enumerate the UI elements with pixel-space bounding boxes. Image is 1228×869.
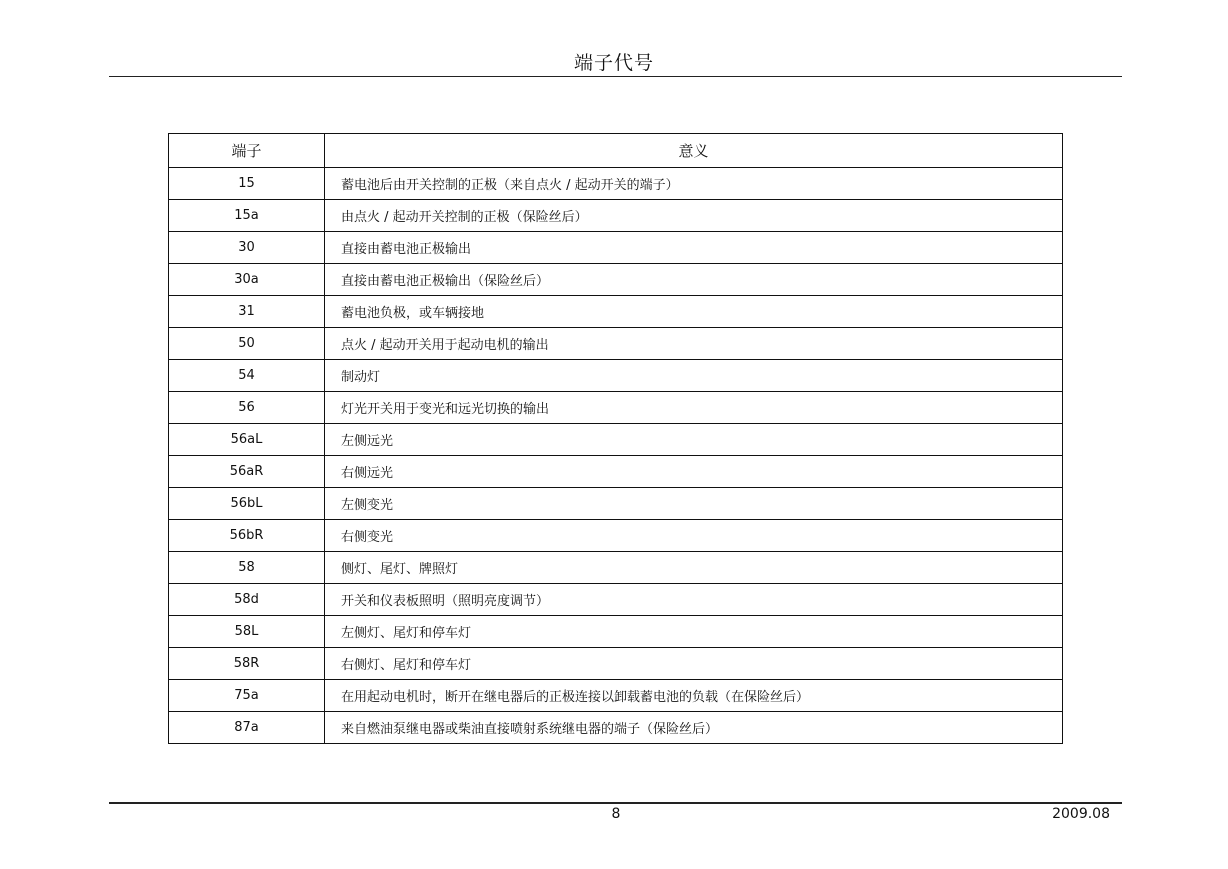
table-row [169,232,1063,264]
terminal-code: 30a [169,264,325,296]
terminal-meaning: 左侧远光 [325,424,1063,456]
terminal-table [168,133,1063,744]
page-title: 端子代号 [573,52,654,74]
terminal-code: 58 [169,552,325,584]
table-row [169,648,1063,680]
terminal-meaning: 点火 / 起动开关用于起动电机的输出 [325,328,1063,360]
table-row [169,456,1063,488]
edition-date: 2009.08 [1052,806,1110,822]
header-divider [109,76,1122,77]
terminal-code: 56aL [169,424,325,456]
terminal-code: 56 [169,392,325,424]
terminal-meaning: 在用起动电机时，断开在继电器后的正极连接以卸载蓄电池的负载（在保险丝后） [325,680,1063,712]
terminal-code: 31 [169,296,325,328]
terminal-code: 58L [169,616,325,648]
table-row [169,616,1063,648]
table-row [169,584,1063,616]
column-header-meaning: 意义 [325,134,1063,168]
terminal-code: 50 [169,328,325,360]
table-row [169,360,1063,392]
terminal-code: 58d [169,584,325,616]
terminal-meaning: 由点火 / 起动开关控制的正极（保险丝后） [325,200,1063,232]
terminal-meaning: 侧灯、尾灯、牌照灯 [325,552,1063,584]
table-row [169,328,1063,360]
terminal-meaning: 右侧灯、尾灯和停车灯 [325,648,1063,680]
column-header-terminal: 端子 [169,134,325,168]
terminal-meaning: 灯光开关用于变光和远光切换的输出 [325,392,1063,424]
table-header-row [169,134,1063,168]
terminal-meaning: 直接由蓄电池正极输出 [325,232,1063,264]
terminal-code: 56aR [169,456,325,488]
table-row [169,200,1063,232]
terminal-code: 87a [169,712,325,744]
terminal-meaning: 制动灯 [325,360,1063,392]
terminal-meaning: 蓄电池负极，或车辆接地 [325,296,1063,328]
table-row [169,680,1063,712]
terminal-code: 54 [169,360,325,392]
table-row [169,168,1063,200]
terminal-meaning: 蓄电池后由开关控制的正极（来自点火 / 起动开关的端子） [325,168,1063,200]
terminal-code: 58R [169,648,325,680]
terminal-code: 56bR [169,520,325,552]
footer-divider [109,802,1122,804]
table-row [169,424,1063,456]
terminal-code: 75a [169,680,325,712]
table-row [169,520,1063,552]
terminal-meaning: 直接由蓄电池正极输出（保险丝后） [325,264,1063,296]
terminal-meaning: 右侧远光 [325,456,1063,488]
table-body [169,168,1063,744]
terminal-code: 15 [169,168,325,200]
table-row [169,392,1063,424]
table-row [169,488,1063,520]
terminal-meaning: 右侧变光 [325,520,1063,552]
page-number: 8 [611,806,621,822]
table-row [169,264,1063,296]
terminal-meaning: 左侧变光 [325,488,1063,520]
terminal-code: 15a [169,200,325,232]
terminal-code: 30 [169,232,325,264]
terminal-meaning: 开关和仪表板照明（照明亮度调节） [325,584,1063,616]
table-row [169,552,1063,584]
terminal-code: 56bL [169,488,325,520]
table-row [169,712,1063,744]
terminal-meaning: 来自燃油泵继电器或柴油直接喷射系统继电器的端子（保险丝后） [325,712,1063,744]
terminal-meaning: 左侧灯、尾灯和停车灯 [325,616,1063,648]
table-row [169,296,1063,328]
